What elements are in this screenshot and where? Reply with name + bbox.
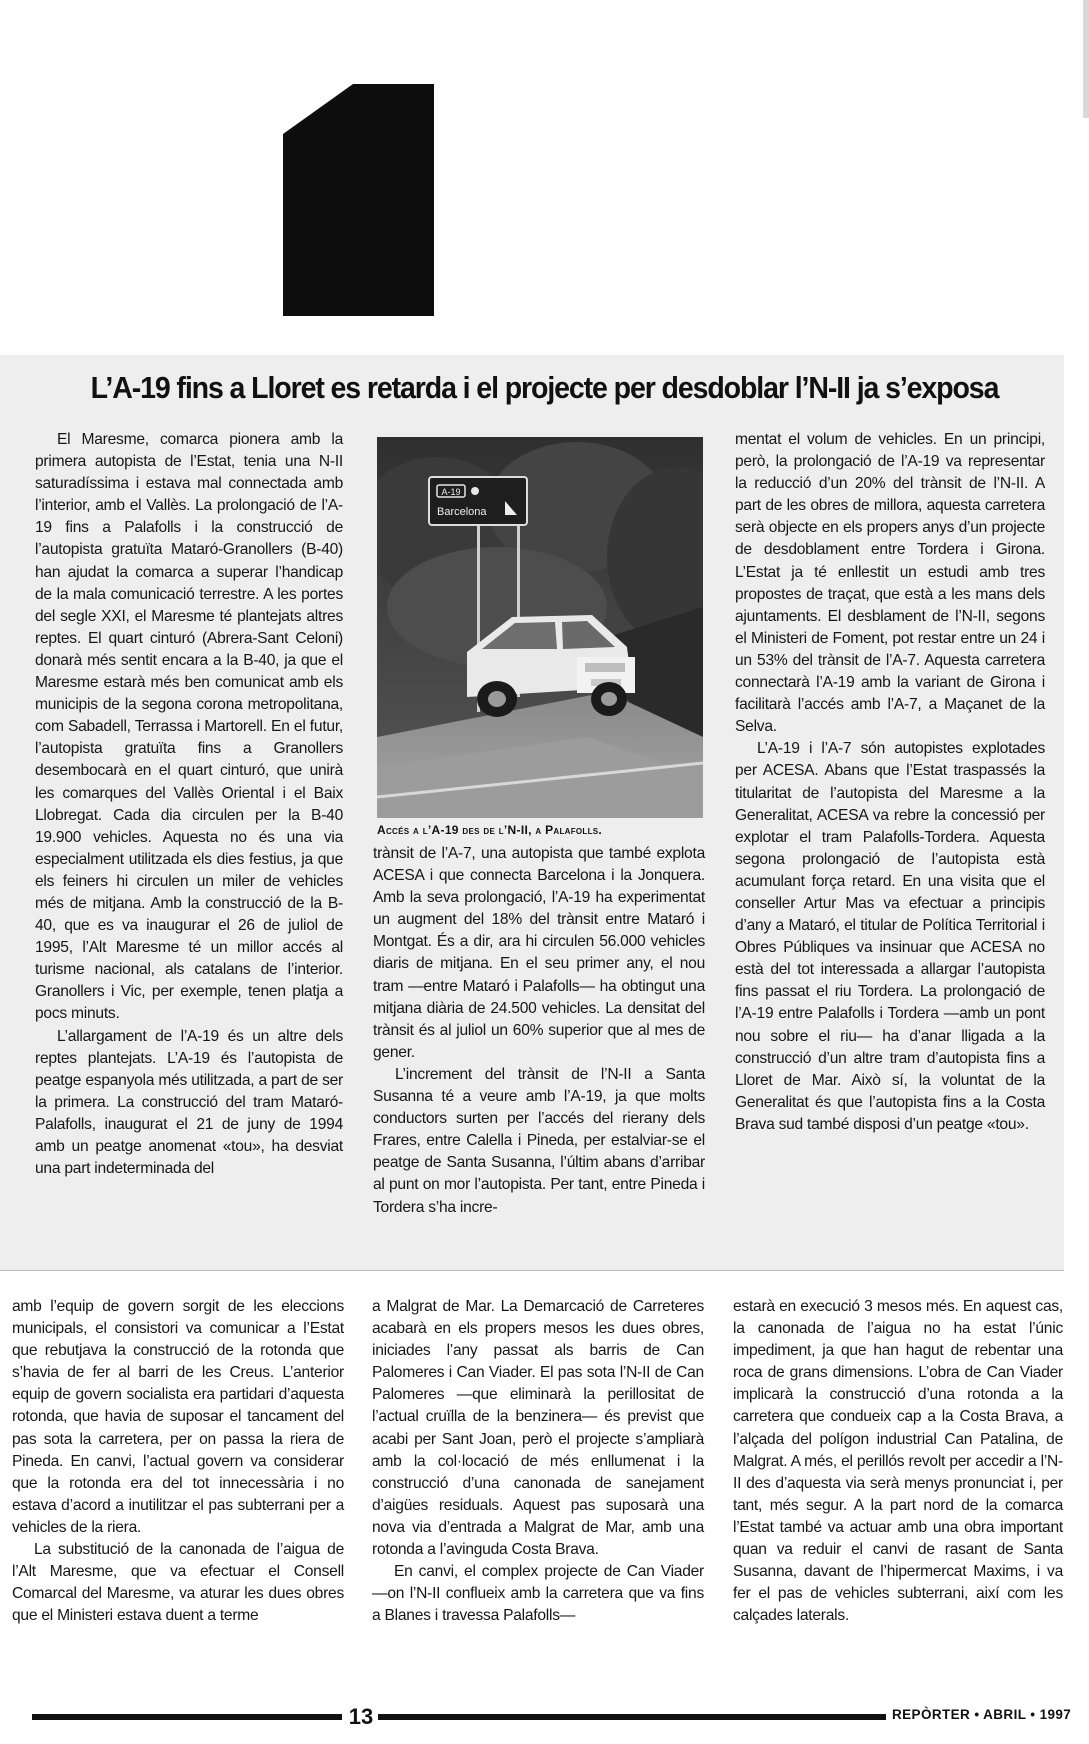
article-column-1	[35, 429, 343, 1180]
article-headline: L’A-19 fins a Lloret es retarda i el projecte per desdoblar l’N-II ja s’exposa	[90, 370, 999, 405]
lower-column-1	[12, 1296, 344, 1627]
photo-caption: Accés a l’A-19 des de l’N-II, a Palafolls.	[377, 823, 603, 837]
footer-rule-left	[32, 1714, 342, 1720]
paragraph: L’allargament de l’A-19 és un altre dels reptes plantejats. L’A-19 és l’autopista de peatge espanyola més utilitzada, a part de ser la primera. La construcció del tram Mataró-Palafolls, inaugurat el 21 de juny de 1994 amb un peatge anomenat «tou», ha desviat una part indeterminada del	[35, 1027, 343, 1178]
lower-column-2	[372, 1296, 704, 1627]
paragraph: En canvi, el complex projecte de Can Viader —on l’N-II conflueix amb la carretera que va fins a Blanes i travessa Palafolls—	[372, 1563, 704, 1625]
footer-rule-right	[378, 1714, 886, 1720]
publication-footer: REPÒRTER • ABRIL • 1997	[892, 1707, 1072, 1722]
drop-cap-notch	[283, 84, 353, 134]
sign-city-label: Barcelona	[437, 506, 487, 518]
page-edge-mark	[1083, 0, 1089, 118]
paragraph: amb l’equip de govern sorgit de les eleccions municipals, el consistori va comunicar a l’Estat que rebutjava la construcció de la rotonda que s’havia de fer al barri de les Creus. L’anterior equip de govern socialista era partidari d’aquesta rotonda, que havia de suposar el tancament del pas sota la carretera, per on passa la riera de Pineda. En canvi, l’actual govern va considerar que la rotonda era del tot innecessària i no estava d’acord a inutilitzar el pas subterrani per a vehicles de la riera.	[12, 1298, 344, 1536]
paragraph: L’A-19 i l’A-7 són autopistes explotades per ACESA. Abans que l’Estat traspassés la titularitat de l’autopista del Maresme a la Generalitat, ACESA va rebre la concessió per explotar el tram Palafolls-Tordera. Aquesta segona prolongació de l’autopista està acumulant força retard. En una visita que el conseller Artur Mas va efectuar a principis d’any a Mataró, el titular de Política Territorial i Obres Públiques va insinuar que ACESA no està del tot interessada a allargar l’autopista fins passat el riu Tordera. La prolongació de l’A-19 entre Palafolls i Tordera —amb un pont nou sobre el riu— ha d’anar lligada a la construcció d’un altre tram d’autopista fins a Lloret de Mar. Això sí, la voluntat de la Generalitat és que l’autopista fins a la Costa Brava sud també disposi d’un peatge «tou».	[735, 740, 1045, 1133]
paragraph: a Malgrat de Mar. La Demarcació de Carreteres acabarà en els propers mesos les dues obres, iniciades l’any passat als barris de Can Palomeres i Can Viader. El pas sota l’N-II de Can Palomeres —que eliminarà la perillositat de l’actual cruïlla de la benzinera— és previst que acabi per Sant Joan, però el projecte s’ampliarà amb la col·locació de més enllumenat i la construcció d’una canonada de sanejament d’aigües residuals. Aquest pas suposarà una nova via d’entrada a Malgrat de Mar, amb una rotonda a l’avinguda Costa Brava.	[372, 1298, 704, 1559]
article-column-2	[373, 843, 705, 1219]
paragraph: estarà en execució 3 mesos més. En aquest cas, la canonada de l’aigua no ha estat l’únic impediment, ja que han hagut de rebentar una roca de grans dimensions. L’obra de Can Viader implicarà la construcció d’una rotonda a la carretera que condueix cap a la Costa Brava, a l’alçada del polígon industrial Can Patalina, de Malgrat. A més, el perillós revolt per accedir a l’N-II des d’aquesta via serà menys pronunciat i, per tant, més segur. A la part nord de la comarca l’Estat també va actuar amb una obra important quan va reduir el canvi de rasant de Santa Susanna, davant de l’hipermercat Maxims, i va fer el pas de vehicles subterrani, així com les calçades laterals.	[733, 1298, 1063, 1625]
article-column-3	[735, 429, 1045, 1136]
sign-road-label: A-19	[441, 487, 461, 497]
page-number: 13	[348, 1704, 374, 1729]
article-photo	[377, 437, 703, 818]
paragraph: mentat el volum de vehicles. En un principi, però, la prolongació de l’A-19 va representar la reducció d’un 20% del trànsit de l’N-II. A part de les obres de millora, aquesta carretera serà objecte en els propers anys d’un projecte de desdoblament entre Tordera i Girona. L’Estat ja té enllestit un estudi amb tres propostes de traçat, que està a les mans dels ajuntaments. El desblament de l’N-II, segons el Ministeri de Foment, pot restar entre un 24 i un 53% del trànsit de l’A-7. Aquesta carretera connectarà l’A-19 amb la variant de Girona i facilitarà l’accés amb l’A-7, a Maçanet de la Selva.	[735, 431, 1045, 736]
lower-column-3	[733, 1296, 1063, 1627]
paragraph: L’increment del trànsit de l’N-II a Santa Susanna té a veure amb l’A-19, ja que molts conductors surten per l’accés del rierany dels Frares, entre Calella i Pineda, per estalviar-se el peatge de Santa Susanna, l’últim abans d’arribar al punt on mor l’autopista. Per tant, entre Pineda i Tordera s’ha incre-	[373, 1065, 705, 1216]
paragraph: trànsit de l’A-7, una autopista que també explota ACESA i que connecta Barcelona i la Jonquera. Amb la seva prolongació, l’A-19 ha experimentat un augment del 18% del trànsit entre Mataró i Montgat. És a dir, ara hi circulen 56.000 vehicles diaris de mitjana. En el seu primer any, el nou tram —entre Mataró i Palafolls— ha obtingut una mitjana diària de 24.500 vehicles. La densitat del trànsit és al juliol un 60% superior que al mes de gener.	[373, 845, 705, 1061]
car-road-photo	[377, 437, 703, 818]
paragraph: El Maresme, comarca pionera amb la primera autopista de l’Estat, tenia una N-II saturadíssima i estava mal connectada amb l’interior, amb el Vallès. La prolongació de l’A-19 fins a Palafolls i la construcció de l’autopista gratuïta Mataró-Granollers (B-40) han ajudat la comarca a superar l’handicap de la mala comunicació terrestre. A les portes del segle XXI, el Maresme té plantejats altres reptes. El quart cinturó (Abrera-Sant Celoni) donarà més sentit encara a la B-40, ja que el Maresme estarà més ben comunicat amb els municipis de la segona corona metropolitana, com Sabadell, Terrassa i Martorell. En el futur, l’autopista gratuïta fins a Granollers desembocarà en el quart cinturó, que unirà les comarques del Vallès Oriental i el Baix Llobregat. Cada dia circulen per la B-40 19.900 vehicles. Aquesta no és una via especialment utilitzada els dies festius, ja que els feiners hi circulen un miler de vehicles més de mitjana. Amb la construcció de la B-40, que es va inaugurar el 26 de juliol de 1995, l’Alt Maresme té un millor accés al turisme nacional, als catalans de l’interior. Granollers i Vic, per exemple, tenen platja a pocs minuts.	[35, 431, 343, 1023]
paragraph: La substitució de la canonada de l’aigua de l’Alt Maresme, que va efectuar el Consell Comarcal del Maresme, va aturar les dues obres que el Ministeri estava duent a terme	[12, 1541, 344, 1625]
